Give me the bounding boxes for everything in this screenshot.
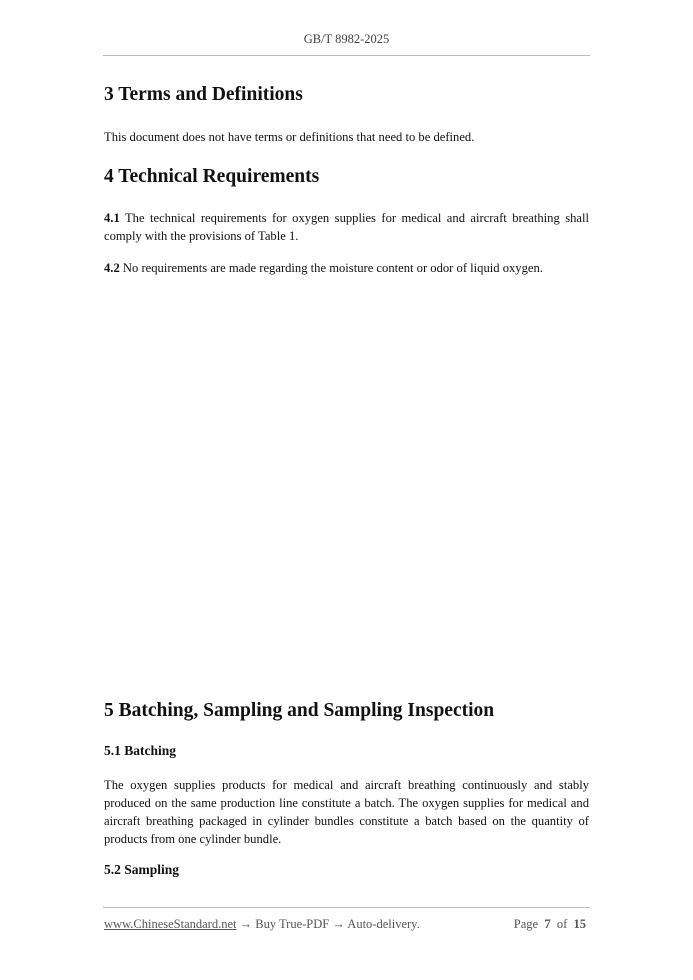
clause-number: 4.2 [104, 261, 120, 275]
current-page: 7 [544, 917, 551, 931]
website-link[interactable]: www.ChineseStandard.net [104, 917, 237, 931]
page-indicator [514, 917, 586, 932]
clause-4-2 [104, 259, 589, 277]
running-header: GB/T 8982-2025 [303, 32, 390, 46]
of-label: of [556, 917, 568, 931]
subsection-5-1-body: The oxygen supplies products for medical and aircraft breathing continuously and stably produced on the same production line constitute a batch. The oxygen supplies for medical and aircraft breathing packaged in cylinder bundles constitute a batch based on the quantity of products from one cylinder bundle. [104, 778, 589, 846]
section-5-heading: 5 Batching, Sampling and Sampling Inspection [104, 700, 495, 721]
clause-number: 4.1 [104, 211, 120, 225]
total-pages: 15 [573, 917, 586, 931]
clause-text: The technical requirements for oxygen supplies for medical and aircraft breathing shall comply with the provisions of Table 1. [104, 211, 589, 243]
footer-promo: → Buy True-PDF → Auto-delivery. [236, 917, 420, 931]
clause-4-1 [104, 209, 589, 245]
clause-text: No requirements are made regarding the moisture content or odor of liquid oxygen. [119, 261, 543, 275]
section-3-heading: 3 Terms and Definitions [104, 84, 303, 105]
section-3-body: This document does not have terms or definitions that need to be defined. [104, 130, 475, 144]
subsection-5-2-heading: 5.2 Sampling [104, 862, 180, 877]
subsection-5-1-heading: 5.1 Batching [104, 743, 177, 758]
page-label: Page [513, 917, 539, 931]
footer-divider [103, 907, 590, 908]
header-divider [103, 55, 590, 56]
section-4-heading: 4 Technical Requirements [104, 166, 320, 187]
page-footer [104, 917, 586, 932]
